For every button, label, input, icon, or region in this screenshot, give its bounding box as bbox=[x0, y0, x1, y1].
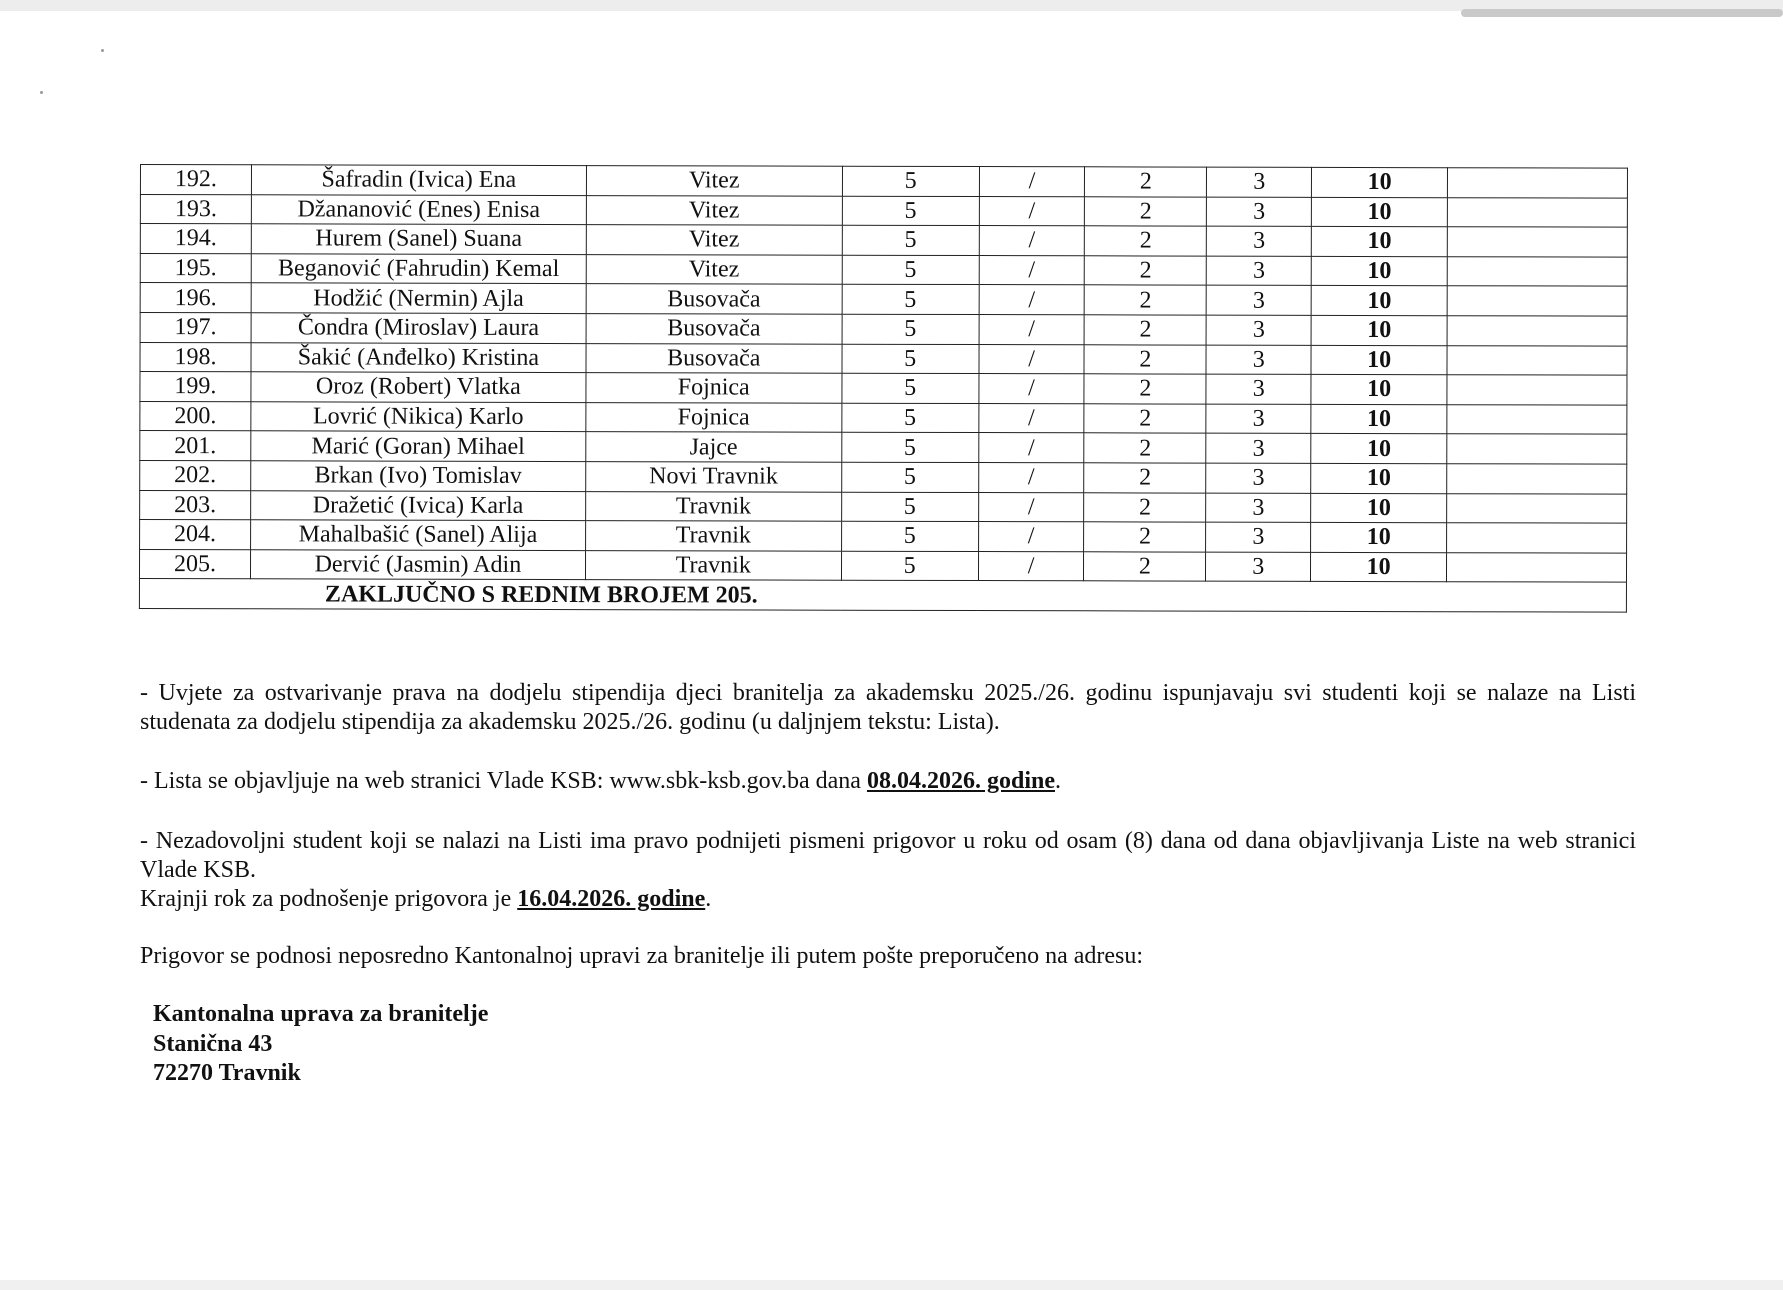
paragraph-submission bbox=[140, 942, 1636, 971]
row-number-cell: 204. bbox=[140, 520, 251, 550]
row-number-cell: 203. bbox=[140, 490, 251, 520]
table-row bbox=[140, 490, 1627, 523]
total-points-cell: 10 bbox=[1312, 227, 1448, 257]
table-body bbox=[139, 165, 1627, 613]
note-cell bbox=[1447, 375, 1627, 405]
criterion-1-cell: 5 bbox=[842, 314, 979, 344]
note-cell bbox=[1447, 552, 1627, 582]
criterion-1-cell: 5 bbox=[842, 225, 979, 255]
criterion-3-cell: 2 bbox=[1084, 374, 1206, 404]
address-line-street: Stanična 43 bbox=[153, 1030, 273, 1057]
total-points-cell: 10 bbox=[1311, 315, 1447, 345]
criterion-4-cell: 3 bbox=[1206, 552, 1311, 582]
row-number-cell: 194. bbox=[140, 224, 251, 254]
row-number-cell: 205. bbox=[139, 549, 250, 579]
criterion-4-cell: 3 bbox=[1207, 167, 1312, 197]
note-cell bbox=[1447, 316, 1627, 346]
criterion-2-cell: / bbox=[979, 255, 1085, 285]
deadline-end: . bbox=[705, 886, 712, 912]
note-cell bbox=[1447, 286, 1627, 316]
table-row bbox=[140, 342, 1627, 375]
student-name-cell: Dervić (Jasmin) Adin bbox=[250, 549, 585, 579]
total-points-cell: 10 bbox=[1312, 167, 1448, 197]
criterion-1-cell: 5 bbox=[841, 551, 978, 581]
municipality-cell: Busovača bbox=[586, 284, 842, 314]
criterion-1-cell: 5 bbox=[842, 166, 979, 196]
student-name-cell: Lovrić (Nikica) Karlo bbox=[251, 402, 586, 432]
criterion-2-cell: / bbox=[979, 196, 1085, 226]
publication-date: 08.04.2026. godine bbox=[866, 768, 1055, 794]
address-line-office: Kantonalna uprava za branitelje bbox=[153, 1001, 489, 1027]
criterion-1-cell: 5 bbox=[841, 521, 978, 551]
note-cell bbox=[1447, 523, 1627, 553]
student-name-cell: Džananović (Enes) Enisa bbox=[251, 194, 586, 224]
municipality-cell: Fojnica bbox=[586, 402, 842, 432]
criterion-2-cell: / bbox=[978, 462, 1084, 492]
criterion-2-cell: / bbox=[979, 315, 1085, 345]
student-name-cell: Hodžić (Nermin) Ajla bbox=[251, 283, 586, 313]
table-row bbox=[140, 372, 1627, 405]
row-number-cell: 199. bbox=[140, 372, 251, 402]
municipality-cell: Vitez bbox=[586, 225, 842, 255]
criterion-3-cell: 2 bbox=[1084, 492, 1206, 522]
paragraph-publication bbox=[140, 767, 1636, 796]
criterion-2-cell: / bbox=[979, 167, 1085, 197]
municipality-cell: Vitez bbox=[586, 166, 842, 196]
note-cell bbox=[1447, 345, 1627, 375]
total-points-cell: 10 bbox=[1311, 404, 1447, 434]
municipality-cell: Fojnica bbox=[586, 373, 842, 403]
total-points-cell: 10 bbox=[1311, 434, 1447, 464]
municipality-cell: Jajce bbox=[586, 432, 842, 462]
table-row bbox=[140, 460, 1627, 493]
criterion-2-cell: / bbox=[979, 226, 1085, 256]
row-number-cell: 202. bbox=[140, 460, 251, 490]
closing-row-text: ZAKLJUČNO S REDNIM BROJEM 205. bbox=[139, 579, 1626, 612]
criterion-1-cell: 5 bbox=[842, 285, 979, 315]
row-number-cell: 193. bbox=[140, 194, 251, 224]
criterion-4-cell: 3 bbox=[1207, 197, 1312, 227]
deadline-date: 16.04.2026. godine bbox=[517, 886, 706, 912]
row-number-cell: 200. bbox=[140, 401, 251, 431]
municipality-cell: Vitez bbox=[586, 195, 842, 225]
criterion-1-cell: 5 bbox=[842, 403, 979, 433]
criterion-2-cell: / bbox=[978, 433, 1084, 463]
student-name-cell: Brkan (Ivo) Tomislav bbox=[251, 461, 586, 491]
student-name-cell: Oroz (Robert) Vlatka bbox=[251, 372, 586, 402]
criterion-2-cell: / bbox=[978, 551, 1084, 581]
criterion-3-cell: 2 bbox=[1084, 433, 1206, 463]
table-row bbox=[140, 224, 1627, 257]
criterion-4-cell: 3 bbox=[1207, 226, 1312, 256]
student-name-cell: Beganović (Fahrudin) Kemal bbox=[251, 254, 586, 284]
criterion-2-cell: / bbox=[978, 522, 1084, 552]
criterion-1-cell: 5 bbox=[841, 492, 978, 522]
criterion-1-cell: 5 bbox=[841, 462, 978, 492]
total-points-cell: 10 bbox=[1311, 375, 1447, 405]
criterion-1-cell: 5 bbox=[842, 196, 979, 226]
municipality-cell: Vitez bbox=[586, 254, 842, 284]
criterion-4-cell: 3 bbox=[1206, 345, 1311, 375]
row-number-cell: 195. bbox=[140, 253, 251, 283]
municipality-cell: Novi Travnik bbox=[586, 462, 842, 492]
scholarship-table bbox=[139, 164, 1628, 613]
criterion-1-cell: 5 bbox=[842, 344, 979, 374]
row-number-cell: 198. bbox=[140, 342, 251, 372]
criterion-3-cell: 2 bbox=[1085, 167, 1207, 197]
total-points-cell: 10 bbox=[1311, 463, 1447, 493]
note-cell bbox=[1447, 493, 1627, 523]
student-name-cell: Čondra (Miroslav) Laura bbox=[251, 313, 586, 343]
student-name-cell: Hurem (Sanel) Suana bbox=[251, 224, 586, 254]
paragraph-conditions bbox=[140, 679, 1636, 737]
note-cell bbox=[1447, 434, 1627, 464]
criterion-3-cell: 2 bbox=[1085, 256, 1207, 286]
total-points-cell: 10 bbox=[1312, 197, 1448, 227]
criterion-3-cell: 2 bbox=[1084, 522, 1206, 552]
viewer-bottom-bar bbox=[0, 1280, 1783, 1290]
row-number-cell: 201. bbox=[140, 431, 251, 461]
note-cell bbox=[1447, 197, 1627, 227]
note-cell bbox=[1447, 227, 1627, 257]
address-line-city: 72270 Travnik bbox=[153, 1060, 301, 1086]
criterion-4-cell: 3 bbox=[1206, 493, 1311, 523]
criterion-4-cell: 3 bbox=[1207, 256, 1312, 286]
note-cell bbox=[1447, 256, 1627, 286]
criterion-4-cell: 3 bbox=[1206, 315, 1311, 345]
criterion-2-cell: / bbox=[979, 285, 1085, 315]
criterion-2-cell: / bbox=[979, 344, 1085, 374]
criterion-3-cell: 2 bbox=[1084, 404, 1206, 434]
table-row bbox=[140, 431, 1627, 464]
publication-text: - Lista se objavljuje na web stranici Vlade KSB: www.sbk-ksb.gov.ba dana bbox=[140, 768, 867, 794]
row-number-cell: 197. bbox=[140, 312, 251, 342]
criterion-3-cell: 2 bbox=[1084, 463, 1206, 493]
criterion-3-cell: 2 bbox=[1085, 315, 1207, 345]
student-name-cell: Šakić (Anđelko) Kristina bbox=[251, 342, 586, 372]
criterion-4-cell: 3 bbox=[1206, 374, 1311, 404]
criterion-2-cell: / bbox=[978, 403, 1084, 433]
criterion-4-cell: 3 bbox=[1206, 285, 1311, 315]
municipality-cell: Travnik bbox=[585, 491, 841, 521]
table-row bbox=[140, 194, 1627, 227]
criterion-3-cell: 2 bbox=[1085, 285, 1207, 315]
paragraph-complaint bbox=[140, 827, 1636, 914]
criterion-1-cell: 5 bbox=[842, 255, 979, 285]
table-row bbox=[140, 165, 1627, 198]
total-points-cell: 10 bbox=[1311, 345, 1447, 375]
closing-row bbox=[139, 579, 1626, 612]
table-row bbox=[140, 401, 1627, 434]
publication-end: . bbox=[1054, 768, 1061, 794]
criterion-4-cell: 3 bbox=[1206, 404, 1311, 434]
table-row bbox=[140, 520, 1627, 553]
row-number-cell: 196. bbox=[140, 283, 251, 313]
total-points-cell: 10 bbox=[1311, 256, 1447, 286]
municipality-cell: Travnik bbox=[585, 521, 841, 551]
criterion-1-cell: 5 bbox=[841, 433, 978, 463]
municipality-cell: Travnik bbox=[585, 550, 841, 580]
criterion-2-cell: / bbox=[978, 374, 1084, 404]
deadline-text: Krajnji rok za podnošenje prigovora je bbox=[140, 886, 518, 912]
student-name-cell: Dražetić (Ivica) Karla bbox=[251, 490, 586, 520]
criterion-3-cell: 2 bbox=[1085, 226, 1207, 256]
municipality-cell: Busovača bbox=[586, 343, 842, 373]
criterion-2-cell: / bbox=[978, 492, 1084, 522]
table-row bbox=[139, 549, 1626, 582]
total-points-cell: 10 bbox=[1311, 493, 1447, 523]
student-name-cell: Marić (Goran) Mihael bbox=[251, 431, 586, 461]
conditions-text: - Uvjete za ostvarivanje prava na dodjelu stipendija djeci branitelja za akademsku 2025./26. godinu ispunjavaju svi studenti koji se nalaze na Listi studenata za dodjelu stipendija za akademsku 2025./26. godinu (u daljnjem tekstu: Lista). bbox=[140, 680, 1636, 735]
criterion-4-cell: 3 bbox=[1206, 463, 1311, 493]
note-cell bbox=[1447, 404, 1627, 434]
student-name-cell: Šafradin (Ivica) Ena bbox=[251, 165, 586, 195]
note-cell bbox=[1448, 168, 1628, 198]
criterion-3-cell: 2 bbox=[1085, 196, 1207, 226]
total-points-cell: 10 bbox=[1311, 522, 1447, 552]
total-points-cell: 10 bbox=[1311, 552, 1447, 582]
criterion-3-cell: 2 bbox=[1084, 344, 1206, 374]
note-cell bbox=[1447, 464, 1627, 494]
criterion-4-cell: 3 bbox=[1206, 433, 1311, 463]
address-block bbox=[153, 1000, 488, 1089]
table-row bbox=[140, 253, 1627, 286]
criterion-3-cell: 2 bbox=[1084, 552, 1206, 582]
table-row bbox=[140, 283, 1627, 316]
criterion-1-cell: 5 bbox=[842, 373, 979, 403]
municipality-cell: Busovača bbox=[586, 314, 842, 344]
row-number-cell: 192. bbox=[140, 165, 251, 195]
table-row bbox=[140, 312, 1627, 345]
total-points-cell: 10 bbox=[1311, 286, 1447, 316]
criterion-4-cell: 3 bbox=[1206, 522, 1311, 552]
submission-text: Prigovor se podnosi neposredno Kantonalnoj upravi za branitelje ili putem pošte preporučeno na adresu: bbox=[140, 943, 1144, 969]
student-name-cell: Mahalbašić (Sanel) Alija bbox=[250, 520, 585, 550]
complaint-text: - Nezadovoljni student koji se nalazi na Listi ima pravo podnijeti pismeni prigovor u roku od osam (8) dana od dana objavljivanja Liste na web stranici Vlade KSB. bbox=[140, 828, 1636, 883]
